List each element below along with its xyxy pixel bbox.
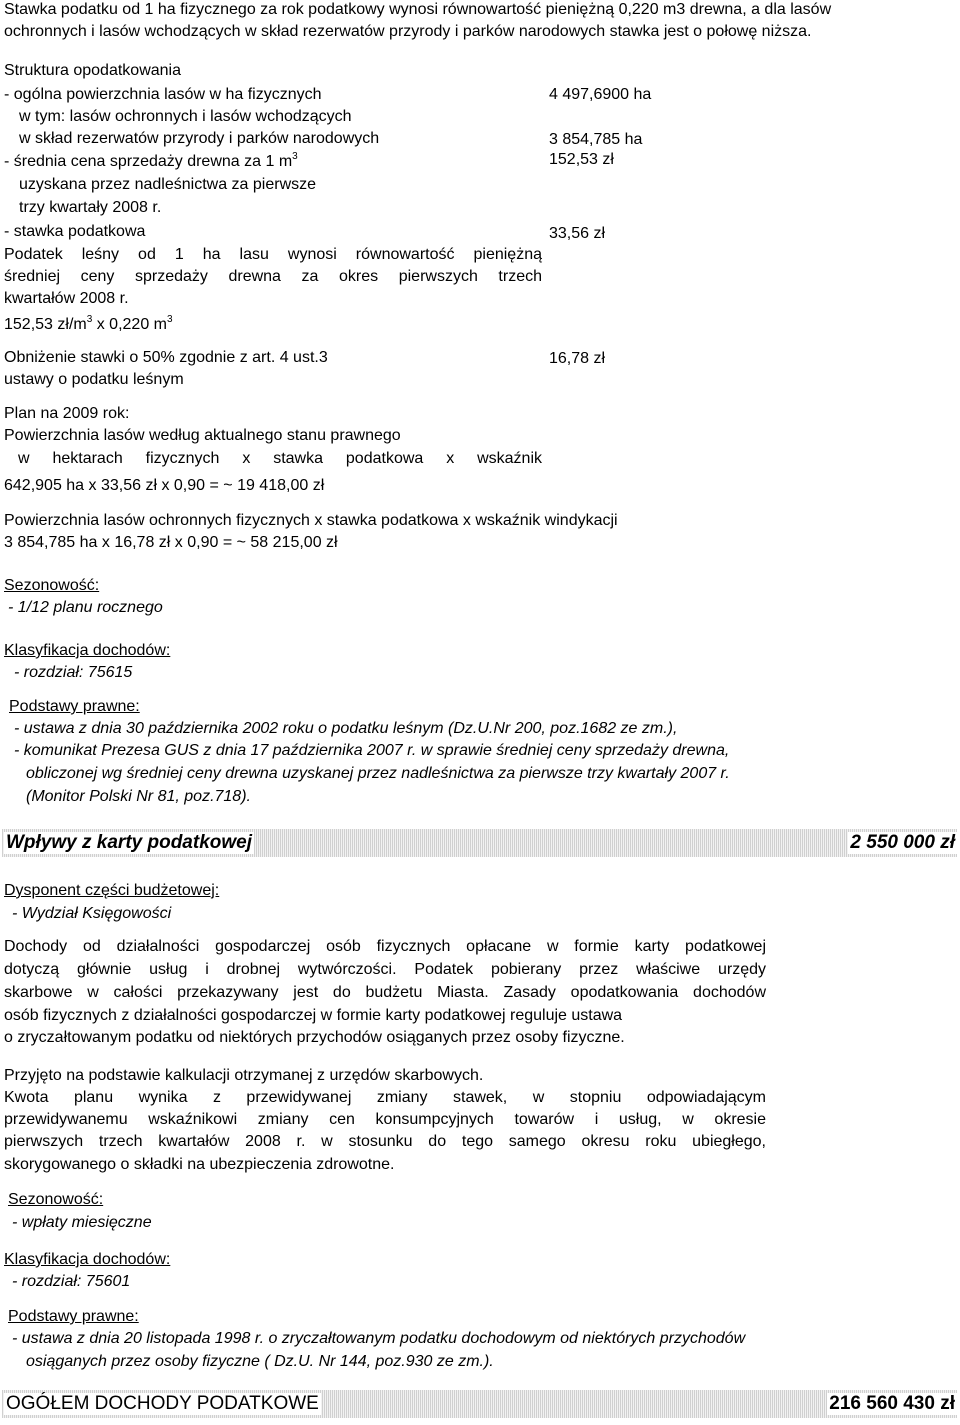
band-label: Wpływy z karty podatkowej xyxy=(6,832,252,853)
classification-heading: Klasyfikacja dochodów: xyxy=(4,1251,171,1268)
paragraph-line: skorygowanego o składki na ubezpieczenia zdrowotne. xyxy=(4,1156,395,1173)
plan-line: w hektarach fizycznych x stawka podatkowa x wskaźnik xyxy=(18,450,542,467)
paragraph-line: skarbowe w całości przekazywany jest do budżetu Miasta. Zasady opodatkowania dochodów xyxy=(4,984,766,1001)
area-value: 4 497,6900 ha xyxy=(549,86,652,103)
paragraph-line: Kwota planu wynika z przewidywanej zmiany stawek, w stopniu odpowiadającym xyxy=(4,1089,766,1106)
dispatcher-heading: Dysponent części budżetowej: xyxy=(4,882,220,899)
band-value: 2 550 000 zł xyxy=(850,832,955,853)
classification-value: - rozdział: 75601 xyxy=(12,1273,131,1290)
plan-title: Plan na 2009 rok: xyxy=(4,405,130,422)
price-value: 152,53 zł xyxy=(549,151,614,168)
paragraph-line: o zryczałtowanym podatku od niektórych przychodów osiąganych przez osoby fizyczne. xyxy=(4,1029,625,1046)
incl-label: w skład rezerwatów przyrody i parków narodowych xyxy=(19,130,380,147)
tax-text: średniej ceny sprzedaży drewna za okres pierwszych trzech xyxy=(4,268,542,285)
price-label: - średnia cena sprzedaży drewna za 1 $m^3$ xyxy=(4,151,298,170)
rate-value: 33,56 zł xyxy=(549,225,606,242)
legal-item: osiąganych przez osoby fizyczne ( Dz.U. Nr 144, poz.930 ze zm.). xyxy=(26,1353,494,1370)
season-heading: Sezonowość: xyxy=(4,577,100,594)
paragraph-line: przewidywanemu wskaźnikowi zmiany cen konsumpcyjnych towarów i usług, w okresie xyxy=(4,1111,766,1128)
legal-heading: Podstawy prawne: xyxy=(9,698,140,715)
band-value: 216 560 430 zł xyxy=(829,1393,955,1414)
dispatcher-value: - Wydział Księgowości xyxy=(12,905,172,922)
tax-text: kwartałów 2008 r. xyxy=(4,290,129,307)
formula: 152,53 $zł/m^3$ x 0,220 $m^3$ xyxy=(4,314,173,333)
reduction-label: Obniżenie stawki o 50% zgodnie z art. 4 ust.3 xyxy=(4,349,328,366)
band-label: OGÓŁEM DOCHODY PODATKOWE xyxy=(6,1393,319,1414)
rate-label: - stawka podatkowa xyxy=(4,223,146,240)
plan-calc: 642,905 ha x 33,56 zł x 0,90 = ~ 19 418,00 zł xyxy=(4,477,325,494)
section-band xyxy=(2,829,957,857)
season-value: - wpłaty miesięczne xyxy=(12,1214,152,1231)
classification-value: - rozdział: 75615 xyxy=(14,664,133,681)
paragraph-line: dotyczą głównie usług i drobnej wytwórczości. Podatek pobierany przez właściwe urzędy xyxy=(4,961,766,978)
area-label: - ogólna powierzchnia lasów w ha fizycznych xyxy=(4,86,322,103)
reduction-label: ustawy o podatku leśnym xyxy=(4,371,184,388)
classification-heading: Klasyfikacja dochodów: xyxy=(4,642,171,659)
paragraph-line: osób fizycznych z działalności gospodarczej w formie karty podatkowej reguluje ustawa xyxy=(4,1007,623,1024)
structure-title: Struktura opodatkowania xyxy=(4,62,181,79)
intro-line: ochronnych i lasów wchodzących w skład rezerwatów przyrody i parków narodowych stawka jest o połowę niższa. xyxy=(4,23,812,40)
price-label: uzyskana przez nadleśnictwa za pierwsze xyxy=(19,176,317,193)
incl-label: w tym: lasów ochronnych i lasów wchodzących xyxy=(19,108,352,125)
legal-item: - komunikat Prezesa GUS z dnia 17 października 2007 r. w sprawie średniej ceny sprzedaży drewna, xyxy=(14,742,730,759)
tax-text: Podatek leśny od 1 ha lasu wynosi równowartość pieniężną xyxy=(4,246,542,263)
legal-item: - ustawa z dnia 20 listopada 1998 r. o zryczałtowanym podatku dochodowym od niektórych przychodów xyxy=(12,1330,746,1347)
plan-calc: 3 854,785 ha x 16,78 zł x 0,90 = ~ 58 215,00 zł xyxy=(4,534,338,551)
paragraph-line: Przyjęto na podstawie kalkulacji otrzymanej z urzędów skarbowych. xyxy=(4,1067,484,1084)
paragraph-line: pierwszych trzech kwartałów 2008 r. w stosunku do tego samego okresu roku ubiegłego, xyxy=(4,1133,766,1150)
legal-item: obliczonej wg średniej ceny drewna uzyskanej przez nadleśnictwa za pierwsze trzy kwartały 2007 r. xyxy=(26,765,730,782)
price-label: trzy kwartały 2008 r. xyxy=(19,199,162,216)
legal-item: (Monitor Polski Nr 81, poz.718). xyxy=(26,788,251,805)
season-value: - 1/12 planu rocznego xyxy=(8,599,163,616)
intro-line: Stawka podatku od 1 ha fizycznego za rok podatkowy wynosi równowartość pieniężną 0,220 m3 drewna, a dla lasów xyxy=(4,1,832,18)
legal-heading: Podstawy prawne: xyxy=(8,1308,139,1325)
paragraph-line: Dochody od działalności gospodarczej osób fizycznych opłacane w formie karty podatkowej xyxy=(4,938,766,955)
season-heading: Sezonowość: xyxy=(8,1191,104,1208)
plan-line: Powierzchnia lasów według aktualnego stanu prawnego xyxy=(4,427,401,444)
legal-item: - ustawa z dnia 30 października 2002 roku o podatku leśnym (Dz.U.Nr 200, poz.1682 ze zm.), xyxy=(14,720,678,737)
reduction-value: 16,78 zł xyxy=(549,350,606,367)
incl-value: 3 854,785 ha xyxy=(549,131,643,148)
plan-line: Powierzchnia lasów ochronnych fizycznych x stawka podatkowa x wskaźnik windykacji xyxy=(4,512,618,529)
section-band xyxy=(2,1390,957,1418)
